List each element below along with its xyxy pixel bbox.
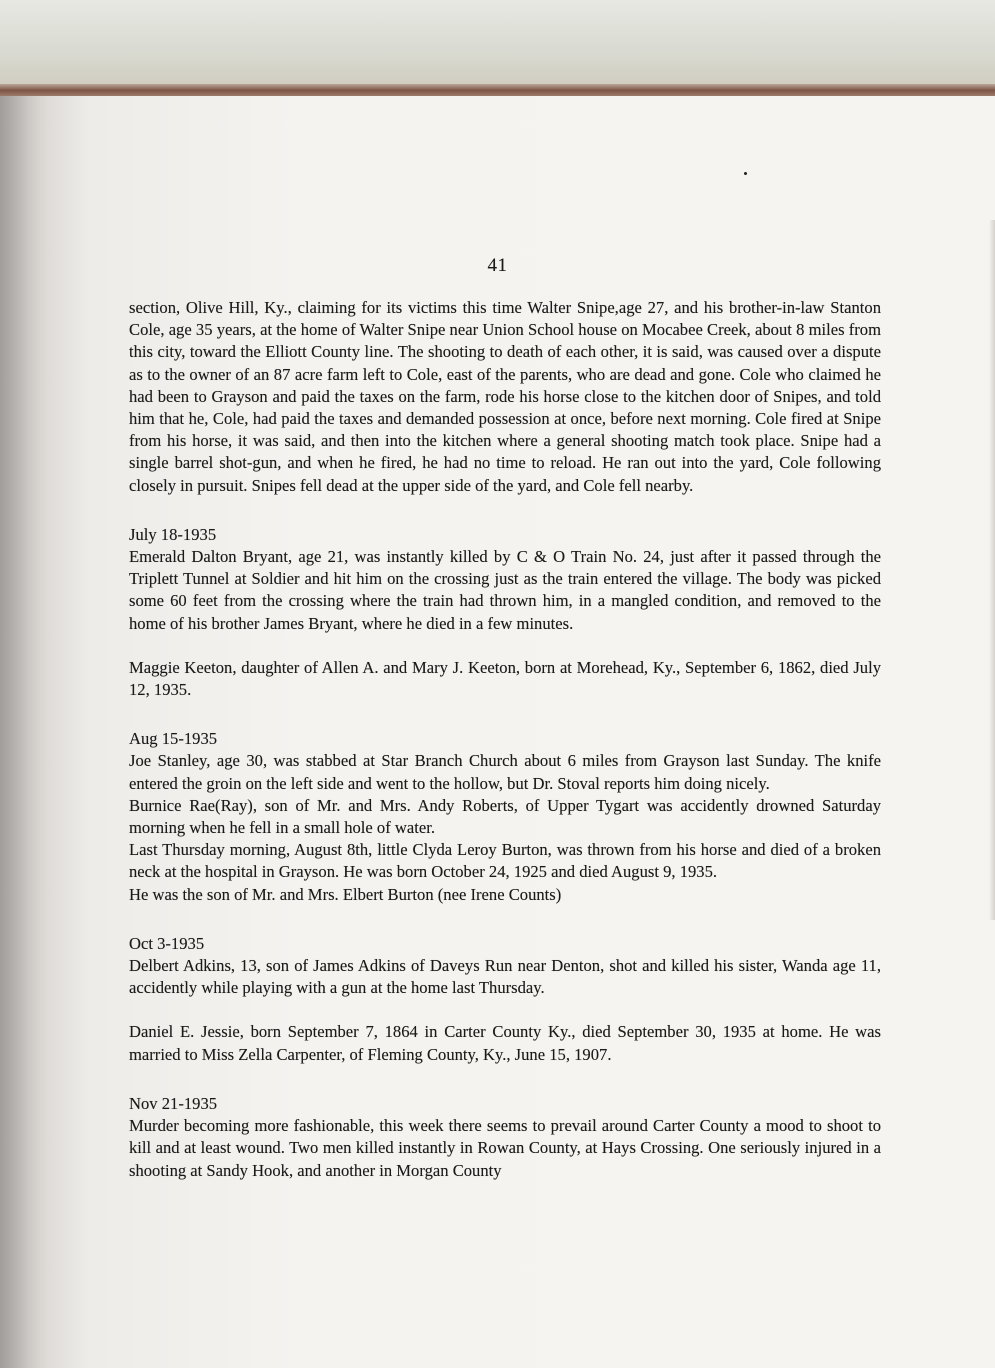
entry-paragraph: Delbert Adkins, 13, son of James Adkins of Daveys Run near Denton, shot and killed his sister, Wanda age 11, accidently while playing with a gun at the home last Thursday.: [129, 956, 881, 998]
spacer: [129, 1066, 881, 1093]
spacer: [129, 497, 881, 524]
spacer: [129, 999, 881, 1021]
entry-paragraph: Emerald Dalton Bryant, age 21, was instantly killed by C & O Train No. 24, just after it passed through the Triplett Tunnel at Soldier and hit him on the crossing just as the train entered the village. The body was picked some 60 feet from the crossing where the train had thrown him, in a mangled condition, and removed to the home of his brother James Bryant, where he died in a few minutes.: [129, 547, 881, 633]
entry-date: Aug 15-1935: [129, 729, 218, 749]
spine-shadow: [0, 96, 48, 1368]
ink-speck: [744, 172, 747, 175]
scan-top-background: [0, 0, 995, 92]
entry-paragraph: Murder becoming more fashionable, this week there seems to prevail around Carter County a mood to shoot to kill and at least wound. Two men killed instantly in Rowan County, at Hays Crossing. One seriously injured in a shooting at Sandy Hook, and another in Morgan County: [129, 1116, 881, 1180]
entry-paragraph: He was the son of Mr. and Mrs. Elbert Burton (nee Irene Counts): [129, 884, 562, 904]
spacer: [129, 701, 881, 728]
entry-paragraph: Last Thursday morning, August 8th, little Clyda Leroy Burton, was thrown from his horse and died of a broken neck at the hospital in Grayson. He was born October 24, 1925 and died August 9, 1935.: [129, 840, 881, 882]
entry-paragraph: Daniel E. Jessie, born September 7, 1864 in Carter County Ky., died September 30, 1935 at home. He was married to Miss Zella Carpenter, of Fleming County, Ky., June 15, 1907.: [129, 1022, 881, 1064]
page-number: 41: [487, 255, 508, 276]
entry-date: Oct 3-1935: [129, 933, 205, 953]
entry-date: Nov 21-1935: [129, 1093, 218, 1113]
spacer: [129, 635, 881, 657]
spacer: [129, 906, 881, 933]
entry-paragraph: Burnice Rae(Ray), son of Mr. and Mrs. Andy Roberts, of Upper Tygart was accidently drowned Saturday morning when he fell in a small hole of water.: [129, 795, 881, 838]
entry-paragraph: section, Olive Hill, Ky., claiming for its victims this time Walter Snipe,age 27, and his brother-in-law Stanton Cole, age 35 years, at the home of Walter Snipe near Union School house on Mocabee Creek, about 8 miles from this city, toward the Elliott County line. The shooting to death of each other, it is said, was caused over a dispute as to the owner of an 87 acre farm left to Cole, east of the parents, who are dead and gone. Cole who claimed he had been to Grayson and paid the taxes on the farm, rode his horse close to the kitchen door of Snipes, and told him that he, Cole, had paid the taxes and demanded possession at once, before next morning. Cole fired at Snipe from his horse, it was said, and then into the kitchen where a general shooting match took place. Snipe had a single barrel shot-gun, and when he fired, he had no time to reload. He ran out into the yard, Cole following closely in pursuit. Snipes fell dead at the upper side of the yard, and Cole fell nearby.: [129, 298, 881, 495]
entry-paragraph: Maggie Keeton, daughter of Allen A. and Mary J. Keeton, born at Morehead, Ky., September 6, 1862, died July 12, 1935.: [129, 657, 881, 700]
page-body: [129, 297, 881, 1182]
entry-paragraph: Joe Stanley, age 30, was stabbed at Star Branch Church about 6 miles from Grayson last Sunday. The knife entered the groin on the left side and went to the hollow, but Dr. Stoval reports him doing nicely.: [129, 751, 881, 793]
entry-date: July 18-1935: [129, 524, 217, 544]
page-right-edge: [989, 220, 995, 920]
